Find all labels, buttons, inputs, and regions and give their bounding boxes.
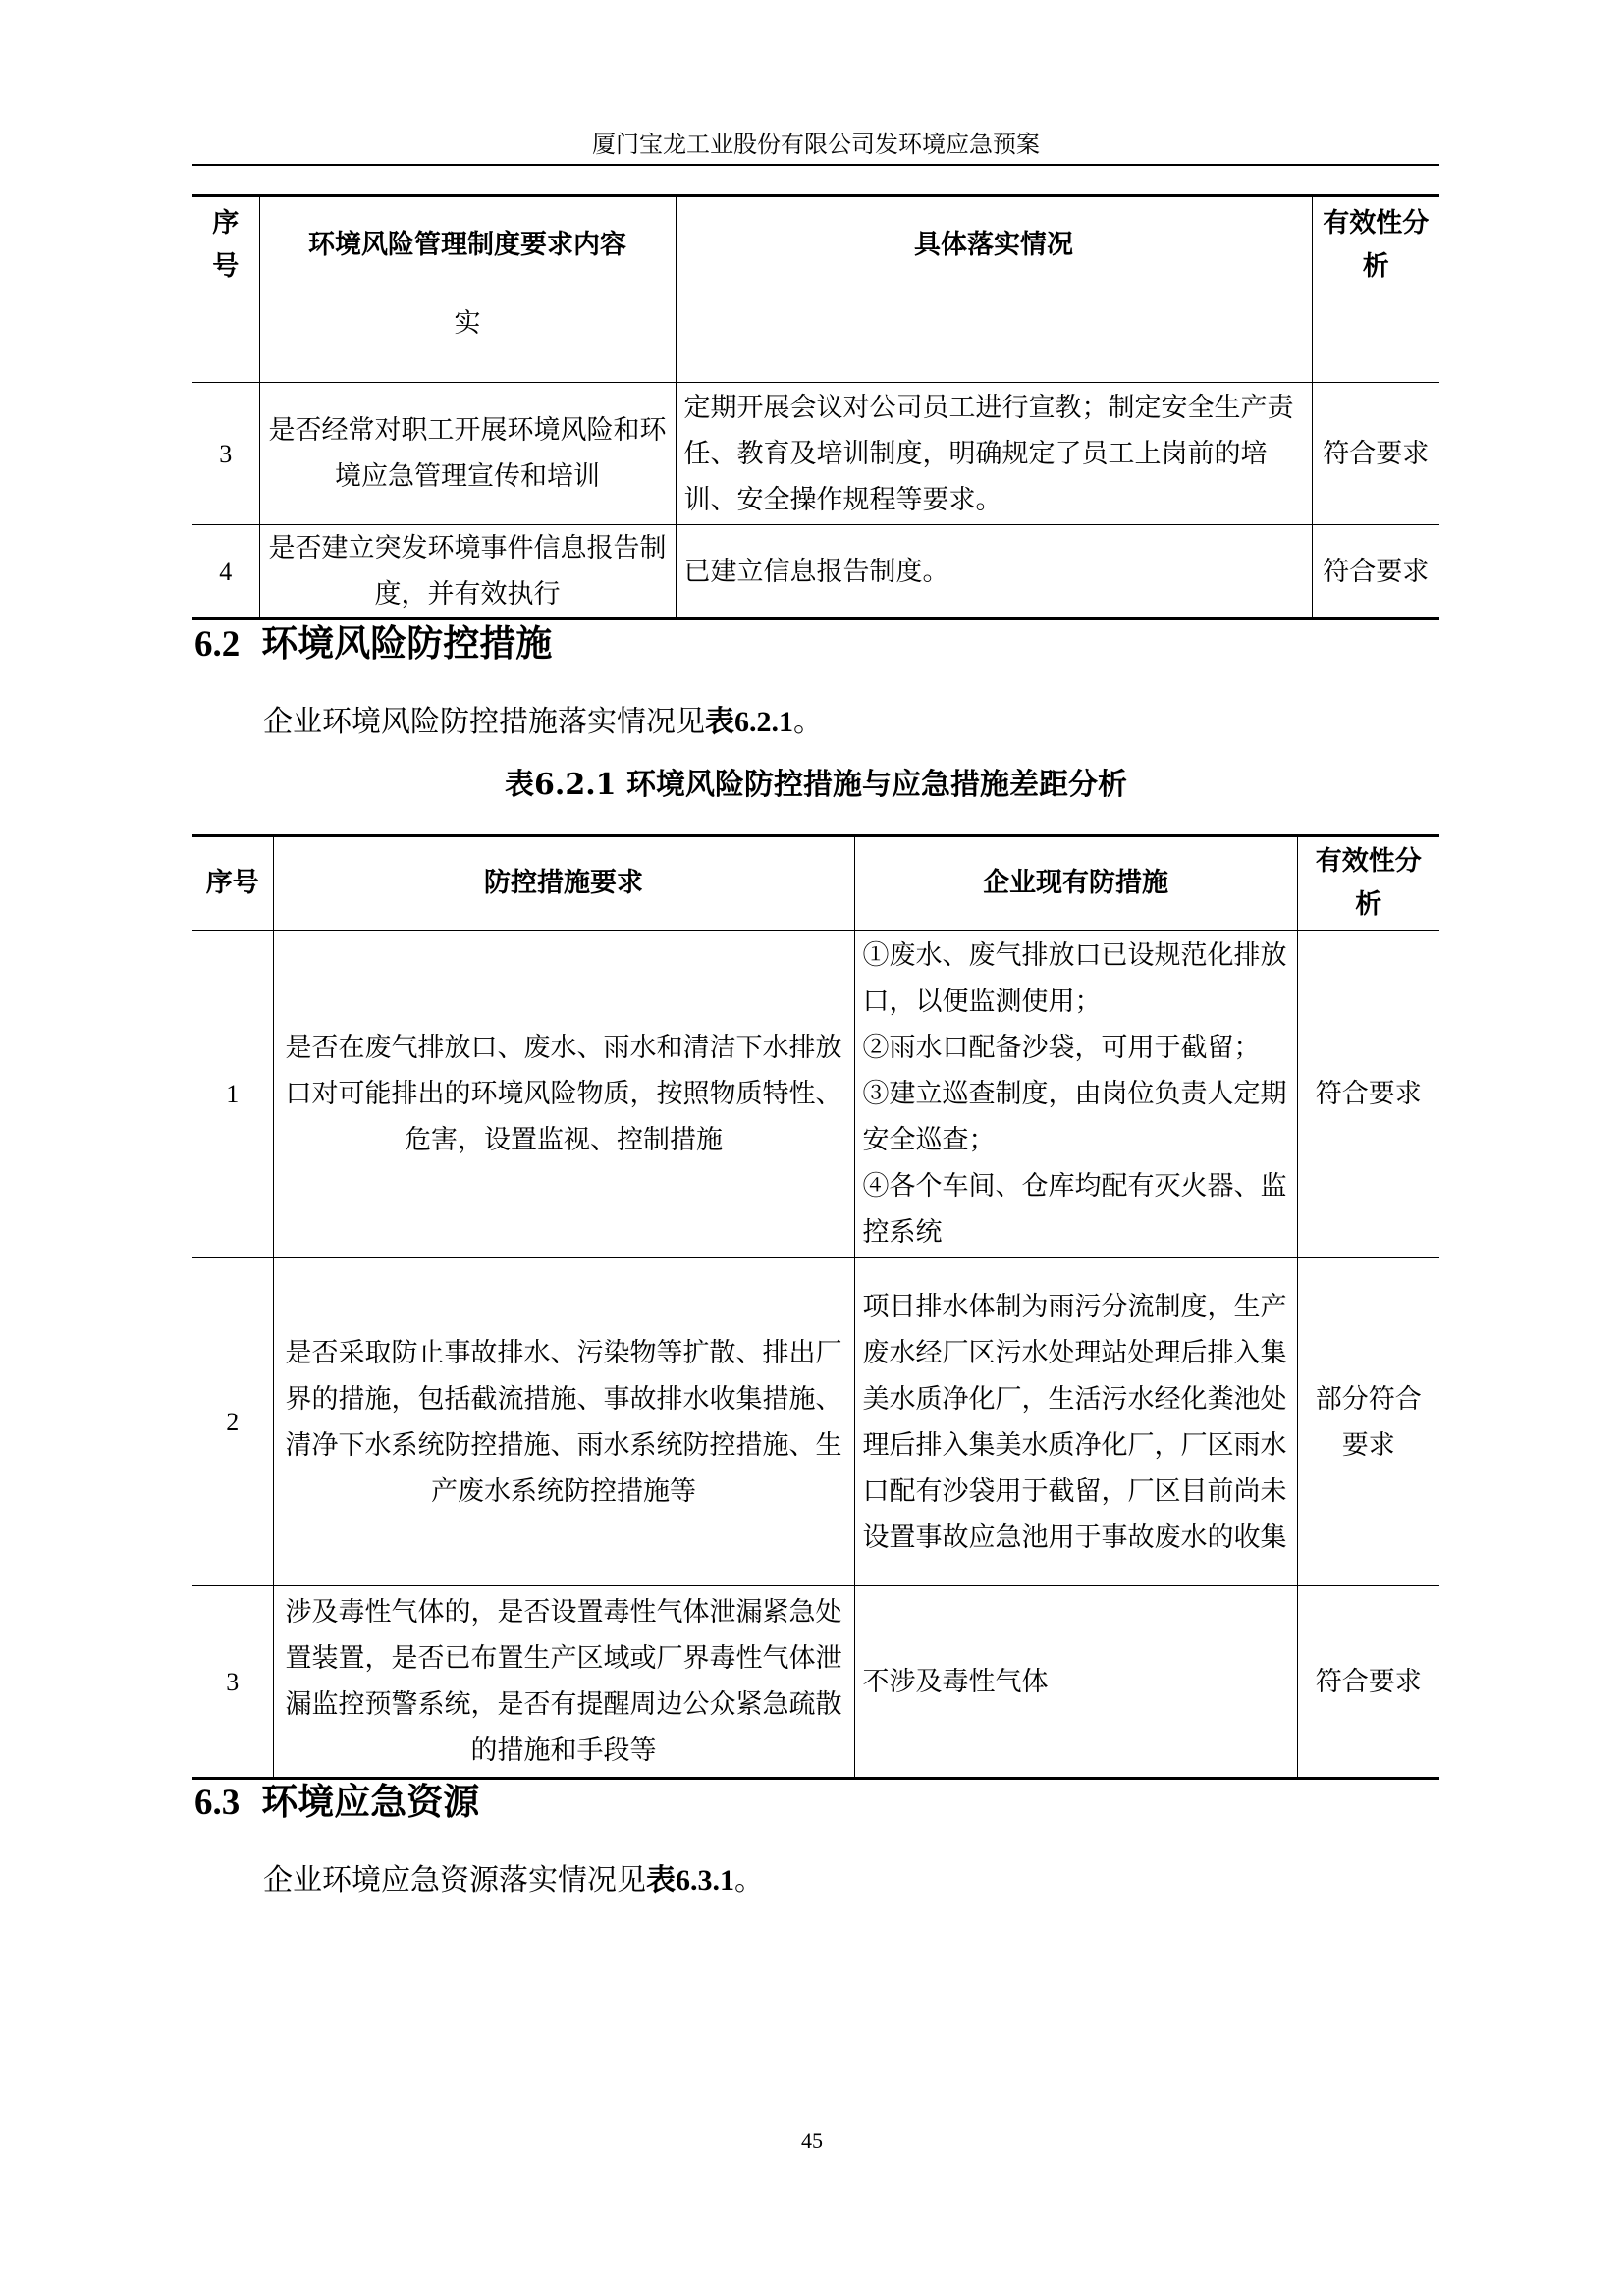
row-no: 2 [192,1258,273,1586]
paragraph-end: 。 [734,1863,764,1897]
page-header [192,128,1439,166]
row-requirement: 涉及毒性气体的，是否设置毒性气体泄漏紧急处置装置，是否已布置生产区域或厂界毒性气体泄漏监控预警系统，是否有提醒周边公众紧急疏散的措施和手段等 [273,1586,854,1779]
table-caption: 表6.2.1 环境风险防控措施与应急措施差距分析 [505,768,1127,802]
row-existing-measures: ①废水、废气排放口已设规范化排放口，以便监测使用； ②雨水口配备沙袋，可用于截留； ③建立巡查制度，由岗位负责人定期安全巡查； ④各个车间、仓库均配有灭火器、监控系统 [854,931,1297,1258]
table-row [192,383,1439,525]
section-6-2-paragraph [263,701,823,744]
row-implementation: 已建立信息报告制度。 [676,525,1312,619]
table-risk-control-measures [192,834,1439,1780]
col-header-effectiveness: 有效性分析 [1297,836,1439,931]
row-effectiveness: 符合要求 [1297,931,1439,1258]
table-header-row [192,836,1439,931]
row-requirement: 是否建立突发环境事件信息报告制度，并有效执行 [259,525,676,619]
section-6-3-heading [194,1779,479,1828]
col-header-no: 序号 [192,836,273,931]
paragraph-text: 企业环境风险防控措施落实情况见 [263,705,705,739]
col-header-effectiveness: 有效性分析 [1312,196,1439,294]
table-row [192,1586,1439,1779]
table-row [192,1258,1439,1586]
row-requirement: 是否在废气排放口、废水、雨水和清洁下水排放口对可能排出的环境风险物质，按照物质特性、危害，设置监视、控制措施 [273,931,854,1258]
section-6-3-paragraph [263,1859,764,1902]
section-number: 6.3 [194,1783,241,1823]
table-row [192,525,1439,619]
col-header-no: 序号 [192,196,259,294]
row-no: 3 [192,1586,273,1779]
row-implementation: 定期开展会议对公司员工进行宣教；制定安全生产责任、教育及培训制度，明确规定了员工上岗前的培训、安全操作规程等要求。 [676,383,1312,525]
section-title: 环境风险防控措施 [261,624,553,665]
row-existing-measures: 不涉及毒性气体 [854,1586,1297,1779]
table-row [192,294,1439,383]
col-header-requirement: 环境风险管理制度要求内容 [259,196,676,294]
row-no: 4 [192,525,259,619]
table-header-row [192,196,1439,294]
paragraph-text: 企业环境应急资源落实情况见 [263,1863,646,1897]
row-no [192,294,259,383]
section-title: 环境应急资源 [261,1783,480,1823]
col-header-requirement: 防控措施要求 [273,836,854,931]
table-management-system [192,194,1439,620]
row-requirement: 实 [259,294,676,383]
table-reference: 表6.2.1 [705,706,793,738]
row-effectiveness: 符合要求 [1297,1586,1439,1779]
section-number: 6.2 [194,624,241,665]
row-effectiveness: 符合要求 [1312,525,1439,619]
row-effectiveness: 部分符合要求 [1297,1258,1439,1586]
col-header-implementation: 具体落实情况 [676,196,1312,294]
row-no: 3 [192,383,259,525]
table-row [192,931,1439,1258]
table-reference: 表6.3.1 [646,1864,734,1896]
paragraph-end: 。 [793,705,823,739]
page-number: 45 [801,2128,823,2153]
row-existing-measures: 项目排水体制为雨污分流制度，生产废水经厂区污水处理站处理后排入集美水质净化厂，生活污水经化粪池处理后排入集美水质净化厂，厂区雨水口配有沙袋用于截留，厂区目前尚未设置事故应急池用于事故废水的收集 [854,1258,1297,1586]
row-requirement: 是否采取防止事故排水、污染物等扩散、排出厂界的措施，包括截流措施、事故排水收集措施、清净下水系统防控措施、雨水系统防控措施、生产废水系统防控措施等 [273,1258,854,1586]
row-no: 1 [192,931,273,1258]
row-implementation [676,294,1312,383]
row-effectiveness: 符合要求 [1312,383,1439,525]
section-6-2-heading [194,620,552,669]
row-effectiveness [1312,294,1439,383]
col-header-existing-measures: 企业现有防措施 [854,836,1297,931]
header-title: 厦门宝龙工业股份有限公司发环境应急预案 [592,131,1040,158]
row-requirement: 是否经常对职工开展环境风险和环境应急管理宣传和培训 [259,383,676,525]
